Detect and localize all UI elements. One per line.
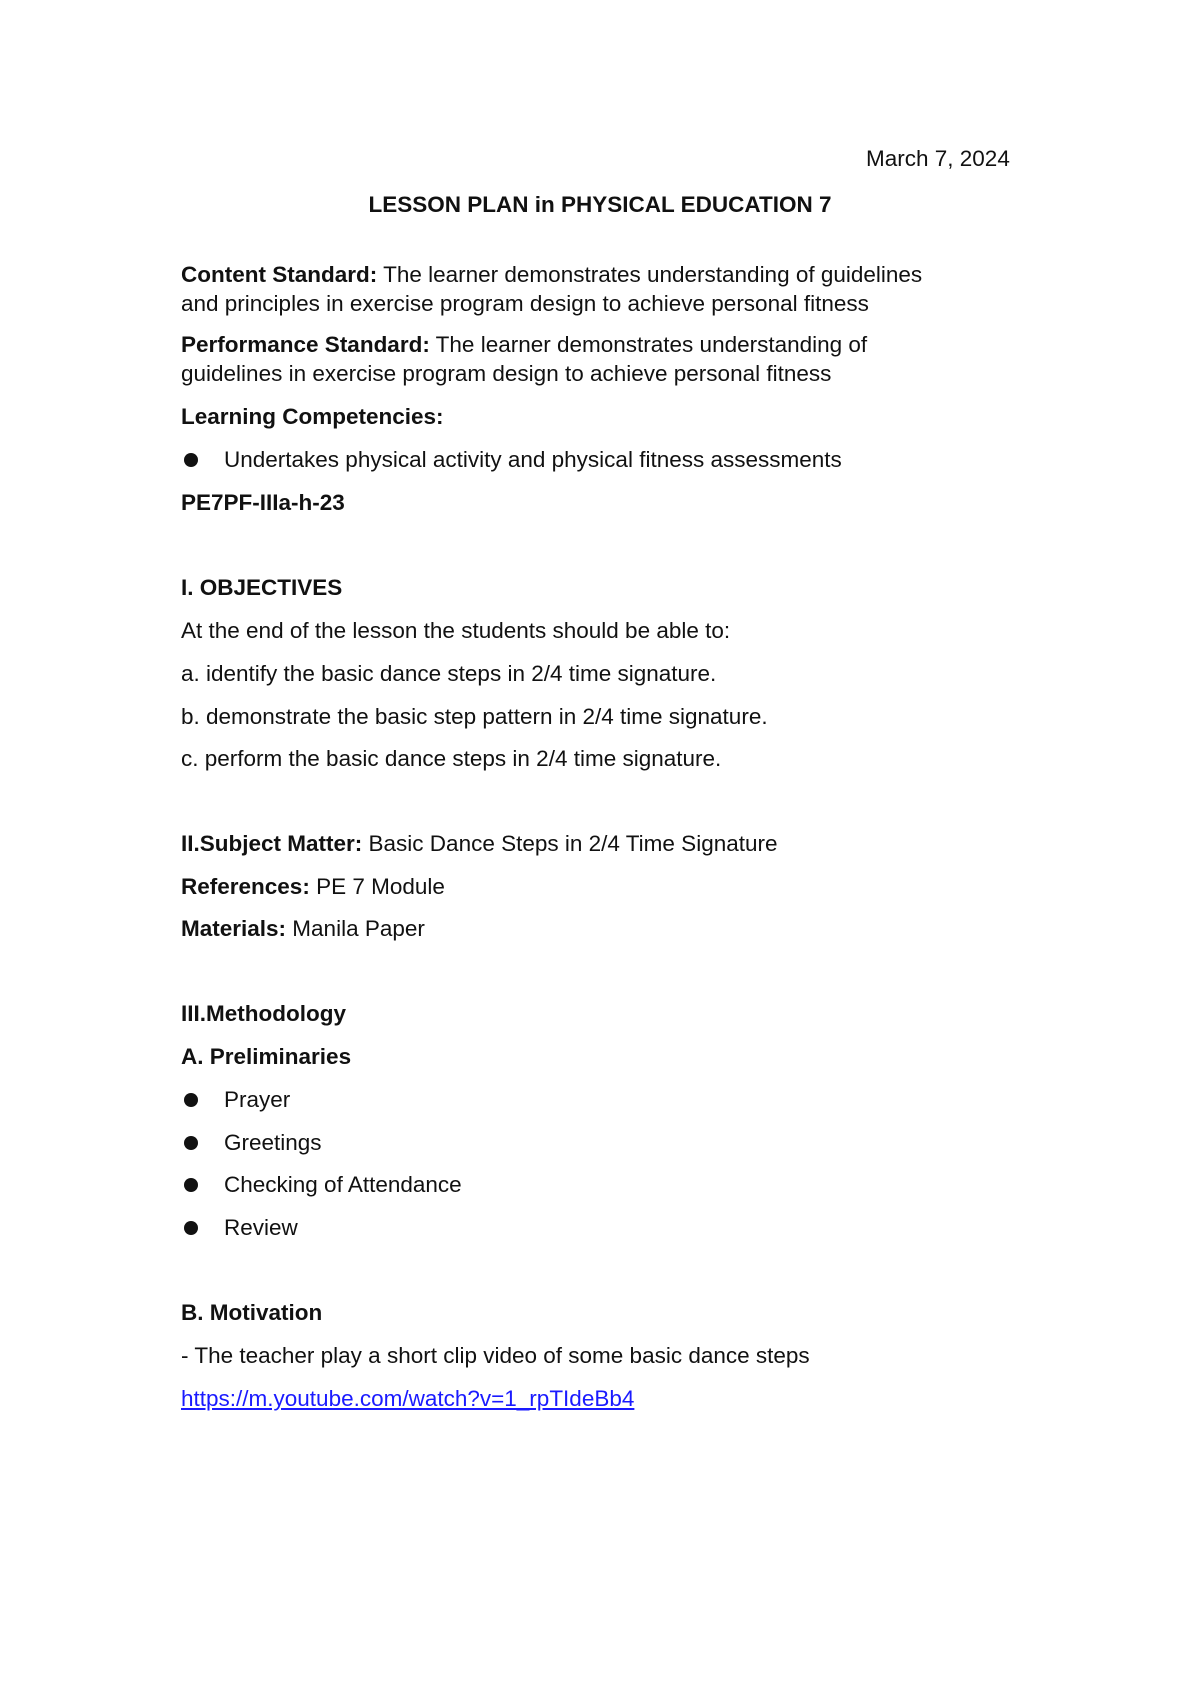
document-title: LESSON PLAN in PHYSICAL EDUCATION 7 [368, 192, 832, 217]
references-value: PE 7 Module [309, 874, 445, 899]
performance-standard-text: The learner demonstrates understanding of [429, 332, 868, 357]
performance-standard-label: Performance Standard: [181, 332, 430, 357]
competency-text: Undertakes physical activity and physical fitness assessments [224, 447, 842, 472]
bullet-icon [184, 1093, 198, 1107]
preliminary-text: Checking of Attendance [224, 1172, 462, 1197]
content-standard-continued: and principles in exercise program design to achieve personal fitness [181, 291, 869, 316]
bullet-icon [184, 453, 198, 467]
motivation-text: - The teacher play a short clip video of some basic dance steps [181, 1343, 810, 1368]
subject-matter-label: II.Subject Matter: [181, 831, 363, 856]
subject-matter-value: Basic Dance Steps in 2/4 Time Signature [362, 831, 778, 856]
preliminary-text: Review [224, 1215, 298, 1240]
content-standard-label: Content Standard: [181, 262, 378, 287]
methodology-heading: III.Methodology [181, 1001, 346, 1026]
subject-matter [181, 829, 778, 859]
materials-value: Manila Paper [286, 916, 425, 941]
youtube-video-link[interactable]: https://m.youtube.com/watch?v=1_rpTIdeBb4 [181, 1386, 635, 1411]
content-standard-text: The learner demonstrates understanding of guidelines [377, 262, 923, 287]
materials [181, 914, 425, 944]
materials-label: Materials: [181, 916, 287, 941]
preliminary-text: Prayer [224, 1087, 291, 1112]
content-standard [181, 260, 922, 290]
objectives-intro: At the end of the lesson the students should be able to: [181, 618, 731, 643]
preliminaries-heading: A. Preliminaries [181, 1044, 352, 1069]
references [181, 872, 445, 902]
bullet-icon [184, 1221, 198, 1235]
performance-standard-continued: guidelines in exercise program design to achieve personal fitness [181, 361, 832, 386]
objective-item: b. demonstrate the basic step pattern in 2/4 time signature. [181, 704, 768, 729]
motivation-heading: B. Motivation [181, 1300, 323, 1325]
bullet-icon [184, 1136, 198, 1150]
bullet-icon [184, 1178, 198, 1192]
preliminary-text: Greetings [224, 1130, 322, 1155]
objective-item: c. perform the basic dance steps in 2/4 time signature. [181, 746, 722, 771]
references-label: References: [181, 874, 310, 899]
competency-code: PE7PF-IIIa-h-23 [181, 490, 345, 515]
objective-item: a. identify the basic dance steps in 2/4 time signature. [181, 661, 717, 686]
learning-competencies-label: Learning Competencies: [181, 404, 444, 429]
motivation-link-row [181, 1384, 634, 1414]
lesson-date: March 7, 2024 [866, 146, 1010, 171]
objectives-heading: I. OBJECTIVES [181, 575, 343, 600]
performance-standard [181, 330, 867, 360]
